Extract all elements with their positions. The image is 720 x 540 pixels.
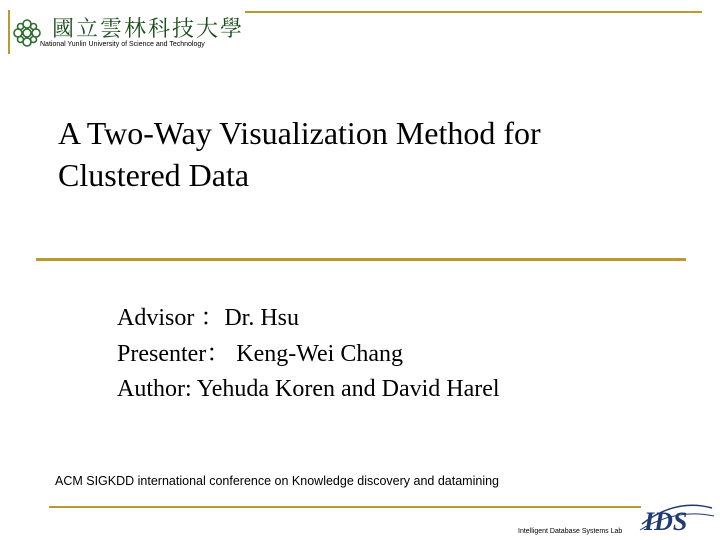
university-name-english: National Yunlin University of Science and Technology [40, 41, 205, 48]
conference-name: ACM SIGKDD international conference on Knowledge discovery and datamining [55, 474, 499, 488]
ids-lab-logo-icon [636, 494, 716, 540]
lab-logo-text: IDS [644, 507, 688, 536]
slide-title-line-2: Clustered Data [58, 156, 250, 193]
header-rule [245, 11, 702, 13]
author-line: Author: Yehuda Koren and David Harel [117, 376, 500, 403]
presentation-info [117, 301, 500, 408]
slide-title [58, 113, 678, 196]
title-underline [36, 258, 686, 261]
footer-rule [49, 506, 641, 508]
lab-name: Intelligent Database Systems Lab [518, 528, 623, 535]
header-left-bar [8, 10, 10, 54]
university-seal-icon [12, 18, 42, 48]
university-name-chinese: 國立雲林科技大學 [52, 17, 245, 42]
slide-title-line-1: A Two-Way Visualization Method for [58, 115, 541, 151]
advisor-line: Advisor ：Dr. Hsu [117, 305, 300, 331]
presenter-line: Presenter： Keng-Wei Chang [117, 340, 403, 367]
